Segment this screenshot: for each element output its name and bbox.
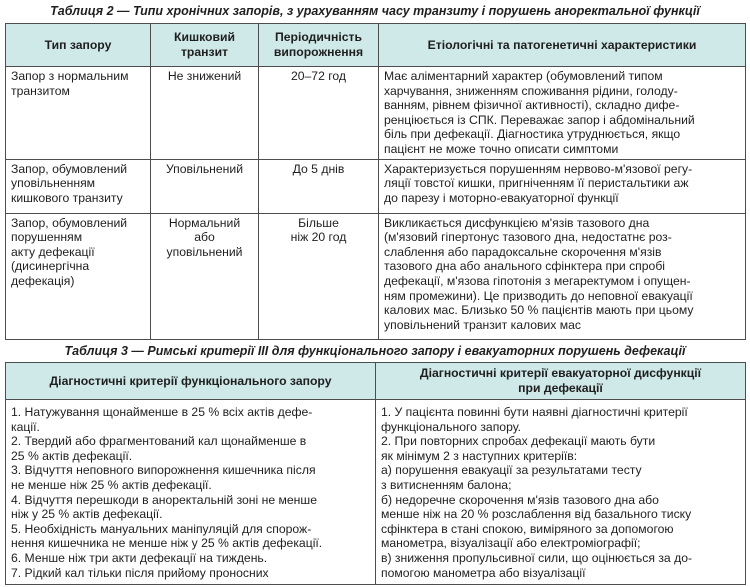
criteria-item: 5. Необхідність мануальних маніпуляцій для спорож- нення кишечника не менше ніж у 25 % актів дефекації. bbox=[11, 521, 323, 551]
criteria-item: б) недоречне скорочення м'язів тазового дна або менше ніж на 20 % розслаблення від базального тиску сфінктера в стані спокою, виміряного за допомогою манометра, візуалізації або електроміографії; bbox=[381, 492, 692, 551]
rome-criteria-table bbox=[5, 362, 746, 585]
criteria-item: 1. Натужування щонайменше в 25 % всіх актів дефе- кації. bbox=[11, 405, 313, 434]
criteria-item: 3. Відчуття неповного випорожнення кишечника після не менше ніж 25 % актів дефекації. bbox=[11, 463, 316, 492]
constipation-types-table bbox=[5, 23, 746, 340]
criteria-item: 7. Рідкий кал тільки після прийому проносних bbox=[11, 565, 269, 580]
table3-caption: Таблиця 3 — Римські критерії III для функціонального запору і евакуаторних порушень дефекації bbox=[64, 344, 686, 358]
table-cell: 20–72 год bbox=[259, 67, 379, 160]
table2-caption: Таблиця 2 — Типи хронічних запорів, з урахуванням часу транзиту і порушень аноректальної функції bbox=[50, 4, 700, 18]
header-cell: Періодичність випорожнення bbox=[259, 24, 379, 67]
criteria-item: 2. Твердий або фрагментований кал щонайменше в 25 % актів дефекації. bbox=[11, 434, 307, 463]
table-cell: Нормальний або уповільнений bbox=[151, 213, 259, 339]
evacuation-dysfunction-criteria bbox=[376, 400, 746, 585]
criteria-item: а) порушення евакуації за результатами тесту з витисненням балона; bbox=[381, 463, 642, 492]
table-cell: Більше ніж 20 год bbox=[259, 213, 379, 339]
header-cell: Діагностичні критерії функціонального запору bbox=[6, 363, 376, 400]
header-cell: Тип запору bbox=[6, 24, 151, 67]
table-row bbox=[6, 67, 746, 160]
header-cell: Діагностичні критерії евакуаторної дисфункції при дефекації bbox=[376, 363, 746, 400]
table-row bbox=[6, 159, 746, 213]
table-cell: Уповільнений bbox=[151, 159, 259, 213]
header-cell: Етіологічні та патогенетичні характеристики bbox=[379, 24, 746, 67]
criteria-item: в) зниження пропульсивної сили, що оцінюється за до- помогою манометра або візуалізації bbox=[381, 550, 693, 580]
table-cell: Запор, обумовлений порушенням акту дефекації (дисинергічна дефекація) bbox=[6, 213, 151, 339]
table-header-row bbox=[6, 24, 746, 67]
table-header-row bbox=[6, 363, 746, 400]
header-cell: Кишковий транзит bbox=[151, 24, 259, 67]
table-cell: Характеризується порушенням нервово-м'язової регу- ляції товстої кишки, пригніченням її перистальтики аж до парезу і моторно-евакуаторної функції bbox=[379, 159, 746, 213]
table-row bbox=[6, 400, 746, 585]
table-cell: Має аліментарний характер (обумовлений типом харчування, зниженням споживання рідини, голоду- ванням, рівнем фізичної активності), складно дифе- ренціюється із СПК. Переважає запор і абдомінальний біль при дефекації. Діагностика утруднюється, якщо пацієнт не може точно описати симптоми bbox=[379, 67, 746, 160]
criteria-item: 6. Менше ніж три акти дефекації на тиждень. bbox=[11, 550, 268, 565]
table-cell: Не знижений bbox=[151, 67, 259, 160]
criteria-item: 2. При повторних спробах дефекації мають бути як мінімум 2 з наступних критеріїв: bbox=[381, 434, 656, 463]
table-cell: Запор з нормальним транзитом bbox=[6, 67, 151, 160]
criteria-item: 4. Відчуття перешкоди в аноректальній зоні не менше ніж у 25 % актів дефекації. bbox=[11, 492, 317, 522]
table-row bbox=[6, 213, 746, 339]
table-cell: Запор, обумовлений уповільненням кишкового транзиту bbox=[6, 159, 151, 213]
table-cell: Викликається дисфункцією м'язів тазового дна (м'язовий гіпертонус тазового дна, недостатнє роз- слаблення або парадоксальне скорочення м'язів тазового дна або анального сфінктера при спробі дефекації, м'язова гіпотонія з мегаректумом і опущен- ням промежини). Це призводить до неповної евакуації калових мас. Близько 50 % пацієнтів мають при цьому уповільнений транзит калових мас bbox=[379, 213, 746, 339]
table-cell: До 5 днів bbox=[259, 159, 379, 213]
functional-constipation-criteria bbox=[6, 400, 376, 585]
criteria-item: 1. У пацієнта повинні бути наявні діагностичні критерії функціонального запору. bbox=[381, 405, 688, 434]
